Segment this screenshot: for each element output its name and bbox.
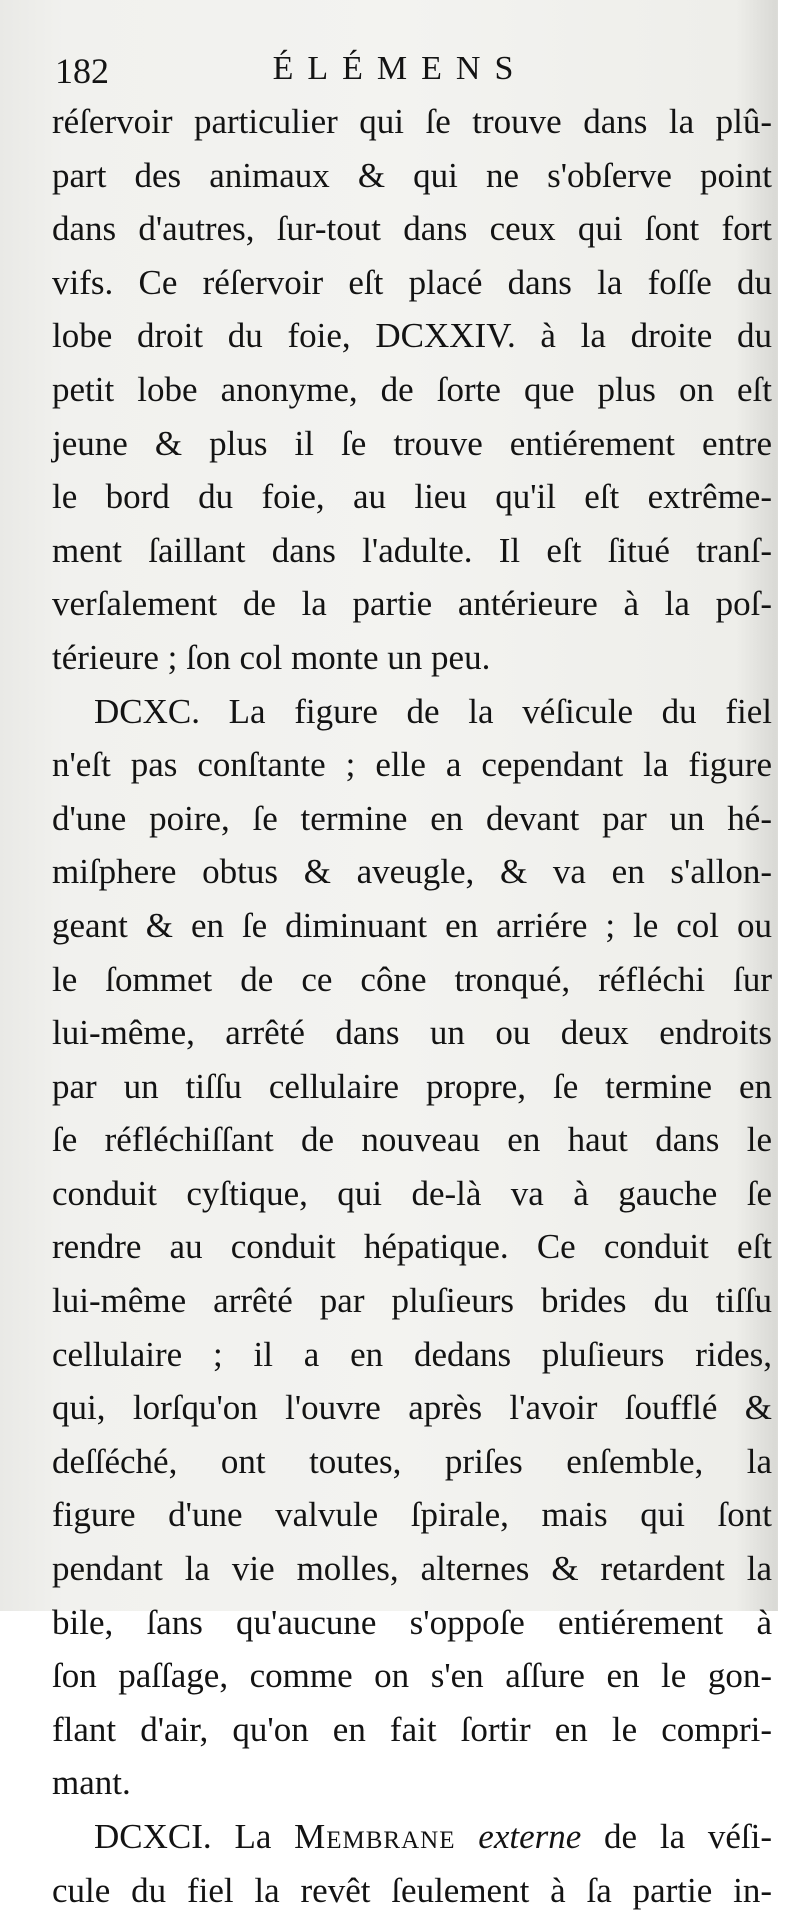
text-line: térieure ; ſon col monte un peu. [52, 637, 491, 677]
page-margin-edge [778, 0, 800, 1611]
text-line: qui, lorſqu'on l'ouvre après l'avoir ſoufflé & [52, 1388, 772, 1428]
text-line: jeune & plus il ſe trouve entiérement entre [52, 423, 772, 463]
text-line: pendant la vie molles, alternes & retardent la [52, 1549, 772, 1589]
text-line: figure d'une valvule ſpirale, mais qui ſont [52, 1495, 772, 1535]
text-line: d'une poire, ſe termine en devant par un hé- [52, 798, 772, 838]
text-line: lui-même arrêté par pluſieurs brides du tiſſu [52, 1281, 772, 1321]
text-fragment: de la véſi- [604, 1817, 773, 1856]
text-fragment: La [234, 1817, 272, 1856]
page-number: 182 [55, 51, 109, 91]
body-text [52, 95, 772, 1917]
text-line: bile, ſans qu'aucune s'oppoſe entiérement à [52, 1602, 772, 1642]
page-header [55, 50, 745, 100]
text-line: part des animaux & qui ne s'obſerve point [52, 155, 772, 195]
text-line: cellulaire ; il a en dedans pluſieurs rides, [52, 1334, 772, 1374]
text-line: dans d'autres, ſur-tout dans ceux qui ſont fort [52, 209, 772, 249]
text-line: lui-même, arrêté dans un ou deux endroits [52, 1013, 772, 1053]
text-line: mant. [52, 1763, 131, 1803]
text-line: lobe droit du foie, DCXXIV. à la droite du [52, 316, 772, 356]
text-line: ſe réfléchiſſant de nouveau en haut dans le [52, 1120, 772, 1160]
running-title: ÉLÉMENS [272, 50, 528, 87]
text-line: geant & en ſe diminuant en arriére ; le col ou [52, 905, 772, 945]
text-line: le ſommet de ce cône tronqué, réfléchi ſur [52, 959, 772, 999]
italic-term: externe [478, 1817, 582, 1856]
paragraph-start-line [52, 1810, 772, 1864]
text-line: réſervoir particulier qui ſe trouve dans la plû- [52, 102, 772, 141]
text-line: n'eſt pas conſtante ; elle a cependant la figure [52, 745, 772, 785]
text-line: flant d'air, qu'on en fait ſortir en le compri- [52, 1709, 772, 1749]
text-line: verſalement de la partie antérieure à la poſ- [52, 584, 772, 624]
text-line: deſſéché, ont toutes, priſes enſemble, la [52, 1441, 772, 1481]
paragraph-number: DCXCI. [94, 1817, 212, 1856]
text-line: petit lobe anonyme, de ſorte que plus on eſt [52, 369, 772, 409]
text-line: conduit cyſtique, qui de-là va à gauche ſe [52, 1173, 772, 1213]
text-line: le bord du foie, au lieu qu'il eſt extrême- [52, 477, 772, 517]
text-line: rendre au conduit hépatique. Ce conduit eſt [52, 1227, 772, 1267]
small-caps-term: Membrane [294, 1817, 456, 1856]
text-line: miſphere obtus & aveugle, & va en s'allon- [52, 852, 772, 892]
text-line: par un tiſſu cellulaire propre, ſe termine en [52, 1066, 772, 1106]
text-line: cule du fiel la revêt ſeulement à ſa partie in- [52, 1870, 772, 1910]
text-line: ſon paſſage, comme on s'en aſſure en le gon- [52, 1656, 772, 1696]
text-line: vifs. Ce réſervoir eſt placé dans la foſſe du [52, 262, 772, 302]
paragraph-start-line: DCXC. La figure de la véſicule du fiel [94, 691, 772, 731]
text-line: ment ſaillant dans l'adulte. Il eſt ſitué tranſ- [52, 530, 772, 570]
